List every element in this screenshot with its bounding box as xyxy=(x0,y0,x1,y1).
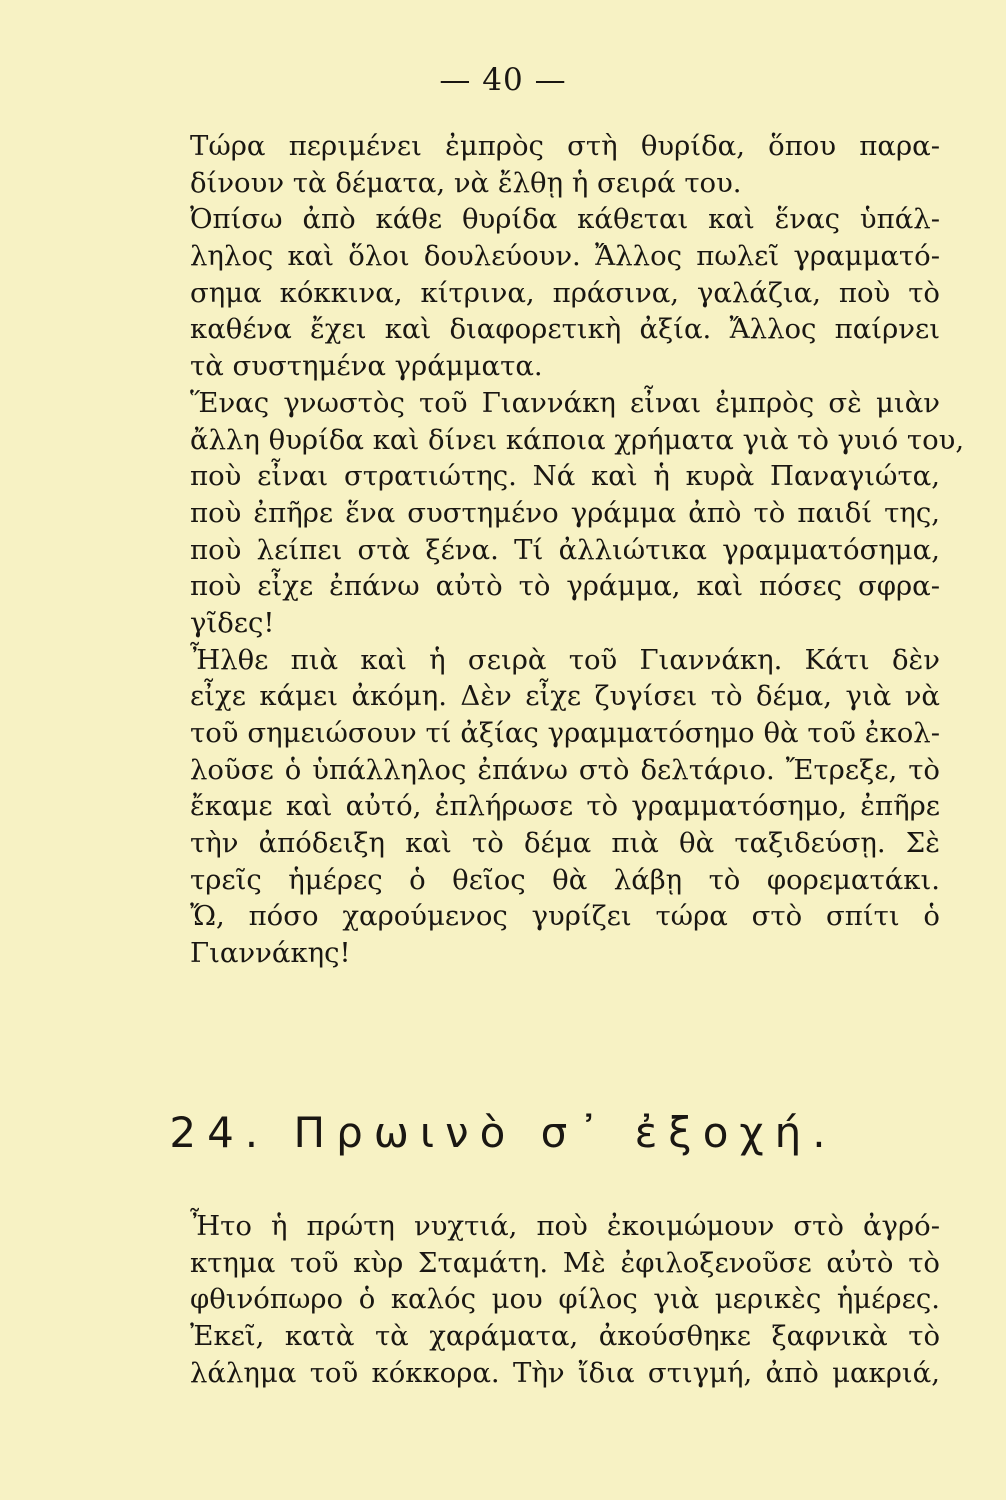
text-line: Ὤ, πόσο χαρούμενος γυρίζει τώρα στὸ σπίτι ὁ xyxy=(190,900,940,933)
section-heading: 24. Πρωινὸ σ᾿ ἐξοχή. xyxy=(169,1108,837,1157)
section-1-text xyxy=(190,128,965,972)
text-line: τρεῖς ἡμέρες ὁ θεῖος θὰ λάβῃ τὸ φορεματάκι. xyxy=(190,863,940,896)
text-line: καθένα ἔχει καὶ διαφορετικὴ ἀξία. Ἄλλος παίρνει xyxy=(190,313,940,346)
text-line: γῖδες! xyxy=(190,606,275,639)
text-line: ληλος καὶ ὅλοι δουλεύουν. Ἄλλος πωλεῖ γραμματό- xyxy=(190,240,940,273)
text-line: Ὀπίσω ἀπὸ κάθε θυρίδα κάθεται καὶ ἕνας ὑπάλ- xyxy=(190,203,940,236)
text-line: σημα κόκκινα, κίτρινα, πράσινα, γαλάζια, ποὺ τὸ xyxy=(190,276,940,309)
section-2-text xyxy=(190,1208,940,1391)
page-number: — 40 — xyxy=(439,62,567,98)
text-line: εἶχε κάμει ἀκόμη. Δὲν εἶχε ζυγίσει τὸ δέμα, γιὰ νὰ xyxy=(190,680,940,713)
text-line: ἔκαμε καὶ αὐτό, ἐπλήρωσε τὸ γραμματόσημο, ἐπῆρε xyxy=(190,790,940,823)
text-line: Ἦλθε πιὰ καὶ ἡ σειρὰ τοῦ Γιαννάκη. Κάτι δὲν xyxy=(190,643,940,676)
text-line: Τώρα περιμένει ἐμπρὸς στὴ θυρίδα, ὅπου παρα- xyxy=(190,130,940,162)
text-line: τὴν ἀπόδειξη καὶ τὸ δέμα πιὰ θὰ ταξιδεύσῃ. Σὲ xyxy=(190,827,940,860)
text-line: δίνουν τὰ δέματα, νὰ ἔλθῃ ἡ σειρά του. xyxy=(190,166,742,199)
text-line: Ἕνας γνωστὸς τοῦ Γιαννάκη εἶναι ἐμπρὸς σὲ μιὰν xyxy=(190,386,940,419)
text-line: Ἦτο ἡ πρώτη νυχτιά, ποὺ ἐκοιμώμουν στὸ ἀγρό- xyxy=(190,1210,940,1242)
text-line: λοῦσε ὁ ὑπάλληλος ἐπάνω στὸ δελτάριο. Ἔτρεξε, τὸ xyxy=(190,753,940,786)
text-line: τοῦ σημειώσουν τί ἀξίας γραμματόσημο θὰ τοῦ ἐκολ- xyxy=(190,717,940,749)
text-line: Γιαννάκης! xyxy=(190,937,351,970)
text-line: ποὺ ἐπῆρε ἕνα συστημένο γράμμα ἀπὸ τὸ παιδί της, xyxy=(190,496,940,529)
text-line: ποὺ εἶναι στρατιώτης. Νά καὶ ἡ κυρὰ Παναγιώτα, xyxy=(190,460,940,493)
text-line: κτημα τοῦ κὺρ Σταμάτη. Μὲ ἐφιλοξενοῦσε αὐτὸ τὸ xyxy=(190,1246,940,1279)
text-line: ποὺ λείπει στὰ ξένα. Τί ἀλλιώτικα γραμματόσημα, xyxy=(190,533,940,566)
text-line: τὰ συστημένα γράμματα. xyxy=(190,350,543,383)
text-line: λάλημα τοῦ κόκκορα. Τὴν ἴδια στιγμή, ἀπὸ μακριά, xyxy=(190,1356,940,1389)
text-line: φθινόπωρο ὁ καλός μου φίλος γιὰ μερικὲς ἡμέρες. xyxy=(190,1283,940,1316)
text-line: ἄλλη θυρίδα καὶ δίνει κάποια χρήματα γιὰ τὸ γυιό του, xyxy=(190,423,965,456)
text-line: ποὺ εἶχε ἐπάνω αὐτὸ τὸ γράμμα, καὶ πόσες σφρα- xyxy=(190,570,940,603)
text-line: Ἐκεῖ, κατὰ τὰ χαράματα, ἀκούσθηκε ξαφνικὰ τὸ xyxy=(190,1320,940,1353)
